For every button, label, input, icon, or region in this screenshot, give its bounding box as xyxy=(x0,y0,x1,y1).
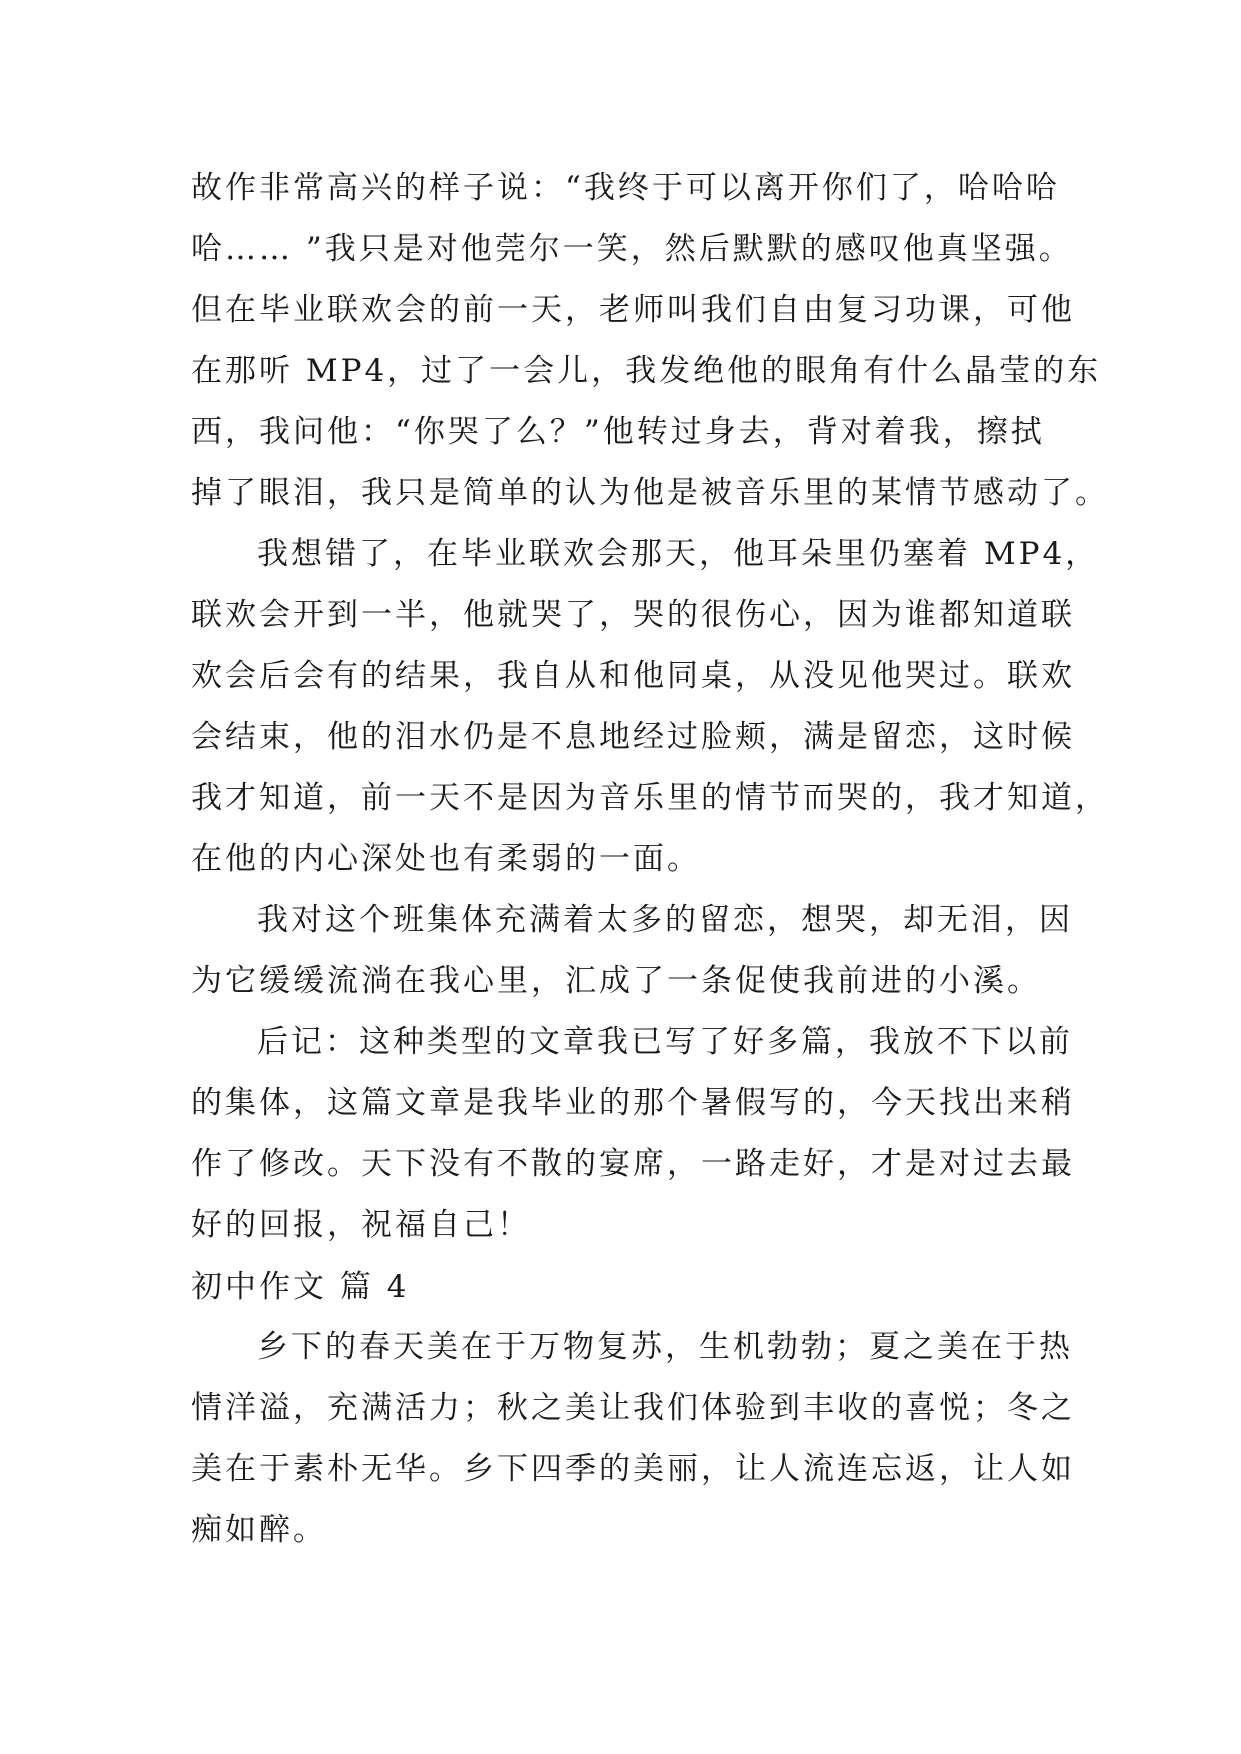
text-line: 好的回报，祝福自己！ xyxy=(191,1207,531,1243)
text-line: 我才知道，前一天不是因为音乐里的情节而哭的，我才知道， xyxy=(191,780,1109,816)
text-line: 在那听 MP4，过了一会儿，我发绝他的眼角有什么晶莹的东 xyxy=(191,353,1102,389)
text-line: 情洋溢，充满活力；秋之美让我们体验到丰收的喜悦；冬之 xyxy=(191,1390,1075,1426)
text-line: 会结束，他的泪水仍是不息地经过脸颊，满是留恋，这时候 xyxy=(191,719,1075,755)
text-line: 西，我问他：“你哭了么？”他转过身去，背对着我，擦拭 xyxy=(191,414,1045,450)
text-line: 欢会后会有的结果，我自从和他同桌，从没见他哭过。联欢 xyxy=(191,658,1075,694)
paragraph-start-line: 我对这个班集体充满着太多的留恋，想哭，却无泪，因 xyxy=(257,902,1073,938)
text-line: 在他的内心深处也有柔弱的一面。 xyxy=(191,841,701,877)
text-line: 哈…… ”我只是对他莞尔一笑，然后默默的感叹他真坚强。 xyxy=(191,231,1073,267)
text-line: 美在于素朴无华。乡下四季的美丽，让人流连忘返，让人如 xyxy=(191,1451,1075,1487)
paragraph-start-line: 乡下的春天美在于万物复苏，生机勃勃；夏之美在于热 xyxy=(257,1329,1073,1365)
section-heading: 初中作文 篇 4 xyxy=(191,1269,410,1305)
paragraph-start-line: 我想错了，在毕业联欢会那天，他耳朵里仍塞着 MP4， xyxy=(257,536,1100,572)
essay-text-part-1 xyxy=(191,158,1109,1256)
text-line: 为它缓缓流淌在我心里，汇成了一条促使我前进的小溪。 xyxy=(191,963,1041,999)
text-line: 联欢会开到一半，他就哭了，哭的很伤心，因为谁都知道联 xyxy=(191,597,1075,633)
essay-text-part-2 xyxy=(191,1317,1075,1561)
text-line: 但在毕业联欢会的前一天，老师叫我们自由复习功课，可他 xyxy=(191,292,1075,328)
text-line: 作了修改。天下没有不散的宴席，一路走好，才是对过去最 xyxy=(191,1146,1075,1182)
text-line: 故作非常高兴的样子说：“我终于可以离开你们了，哈哈哈 xyxy=(191,170,1060,206)
paragraph-start-line: 后记：这种类型的文章我已写了好多篇，我放不下以前 xyxy=(257,1024,1073,1060)
text-line: 掉了眼泪，我只是简单的认为他是被音乐里的某情节感动了。 xyxy=(191,475,1109,511)
text-line: 痴如醉。 xyxy=(191,1512,327,1548)
text-line: 的集体，这篇文章是我毕业的那个暑假写的，今天找出来稍 xyxy=(191,1085,1075,1121)
